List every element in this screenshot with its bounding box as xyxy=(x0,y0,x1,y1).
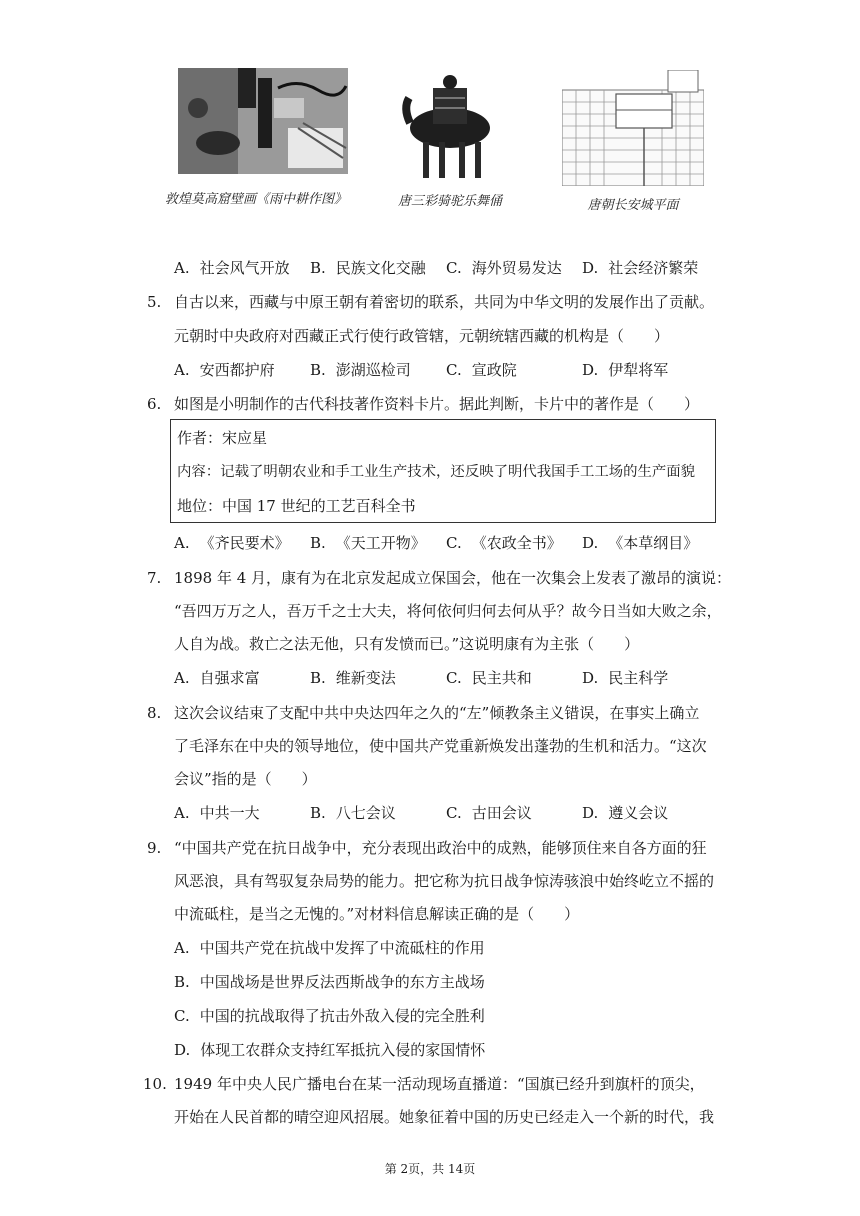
question-text: “中国共产党在抗日战争中，充分表现出政治中的成熟，能够顶住来自各方面的狂 xyxy=(174,839,707,857)
option-c[interactable]: C. 中国的抗战取得了抗击外敌入侵的完全胜利 xyxy=(174,1007,485,1025)
option-a[interactable]: A. 社会风气开放 xyxy=(174,259,290,277)
option-a[interactable]: A. 中共一大 xyxy=(174,804,260,822)
figure-caption: 唐三彩骑驼乐舞俑 xyxy=(397,194,502,209)
question-number: 10. xyxy=(143,1075,167,1093)
figure-caption: 敦煌莫高窟壁画《雨中耕作图》 xyxy=(164,192,347,207)
option-a[interactable]: A. 《齐民要术》 xyxy=(174,534,290,552)
info-card xyxy=(170,419,716,523)
question-text: 会议”指的是（ ） xyxy=(174,770,317,788)
option-c[interactable]: C. 海外贸易发达 xyxy=(446,259,562,277)
question-number: 9. xyxy=(147,839,162,857)
card-author: 作者：宋应星 xyxy=(177,429,268,447)
question-text: 如图是小明制作的古代科技著作资料卡片。据此判断，卡片中的著作是（ ） xyxy=(174,395,700,413)
question-text: 元朝时中央政府对西藏正式行使行政管辖，元朝统辖西藏的机构是（ ） xyxy=(174,327,670,345)
q6-options xyxy=(174,533,714,553)
question-text: 自古以来，西藏与中原王朝有着密切的联系，共同为中华文明的发展作出了贡献。 xyxy=(174,293,715,311)
option-b[interactable]: B. 澎湖巡检司 xyxy=(310,361,411,379)
card-content: 内容：记载了明朝农业和手工业生产技术，还反映了明代我国手工工场的生产面貌 xyxy=(177,464,696,480)
figure-changan-plan xyxy=(560,62,706,222)
question-text: “吾四万万之人，吾万千之士大夫，将何依何归何去何从乎？故今日当如大败之余， xyxy=(174,602,722,620)
page-footer: 第 2页，共 14页 xyxy=(384,1162,476,1176)
question-text: 人自为战。救亡之法无他，只有发愤而已。”这说明康有为主张（ ） xyxy=(174,635,640,653)
q7-options xyxy=(174,668,714,688)
question-text: 1949 年中央人民广播电台在某一活动现场直播道：“国旗已经升到旗杆的顶尖， xyxy=(174,1075,705,1093)
option-b[interactable]: B. 《天工开物》 xyxy=(310,534,426,552)
option-d[interactable]: D. 伊犁将军 xyxy=(582,361,669,379)
option-b[interactable]: B. 民族文化交融 xyxy=(310,259,426,277)
changan-plan-image xyxy=(562,70,704,186)
option-b[interactable]: B. 八七会议 xyxy=(310,804,396,822)
option-c[interactable]: C. 《农政全书》 xyxy=(446,534,562,552)
card-status: 地位：中国 17 世纪的工艺百科全书 xyxy=(177,497,416,515)
q8-options xyxy=(174,803,714,823)
option-d[interactable]: D. 社会经济繁荣 xyxy=(582,259,699,277)
q4-options xyxy=(174,258,714,278)
option-d[interactable]: D. 遵义会议 xyxy=(582,804,669,822)
question-number: 7. xyxy=(147,569,162,587)
question-number: 8. xyxy=(147,704,162,722)
question-text: 开始在人民首都的晴空迎风招展。她象征着中国的历史已经走入一个新的时代，我 xyxy=(174,1108,715,1126)
option-a[interactable]: A. 安西都护府 xyxy=(174,361,275,379)
question-text: 了毛泽东在中央的领导地位，使中国共产党重新焕发出蓬勃的生机和活力。“这次 xyxy=(174,737,707,755)
option-d[interactable]: D. 《本草纲目》 xyxy=(582,534,699,552)
option-c[interactable]: C. 古田会议 xyxy=(446,804,532,822)
option-c[interactable]: C. 民主共和 xyxy=(446,669,532,687)
q5-options xyxy=(174,360,714,380)
option-b[interactable]: B. 维新变法 xyxy=(310,669,396,687)
option-d[interactable]: D. 体现工农群众支持红军抵抗入侵的家国情怀 xyxy=(174,1041,486,1059)
option-b[interactable]: B. 中国战场是世界反法西斯战争的东方主战场 xyxy=(174,973,485,991)
option-a[interactable]: A. 中国共产党在抗战中发挥了中流砥柱的作用 xyxy=(174,939,485,957)
figure-camel-figurine xyxy=(380,62,520,222)
option-d[interactable]: D. 民主科学 xyxy=(582,669,669,687)
figure-mural xyxy=(158,62,354,222)
question-number: 5. xyxy=(147,293,162,311)
figure-caption: 唐朝长安城平面 xyxy=(587,198,679,213)
question-text: 1898 年 4 月，康有为在北京发起成立保国会，他在一次集会上发表了激昂的演说： xyxy=(174,569,732,587)
camel-figurine-image xyxy=(395,68,505,180)
question-text: 这次会议结束了支配中共中央达四年之久的“左”倾教条主义错误，在事实上确立 xyxy=(174,704,700,722)
question-text: 中流砥柱，是当之无愧的。”对材料信息解读正确的是（ ） xyxy=(174,905,580,923)
question-text: 风恶浪，具有驾驭复杂局势的能力。把它称为抗日战争惊涛骇浪中始终屹立不摇的 xyxy=(174,872,715,890)
question-number: 6. xyxy=(147,395,162,413)
mural-image xyxy=(178,68,348,174)
option-c[interactable]: C. 宣政院 xyxy=(446,361,517,379)
option-a[interactable]: A. 自强求富 xyxy=(174,669,260,687)
